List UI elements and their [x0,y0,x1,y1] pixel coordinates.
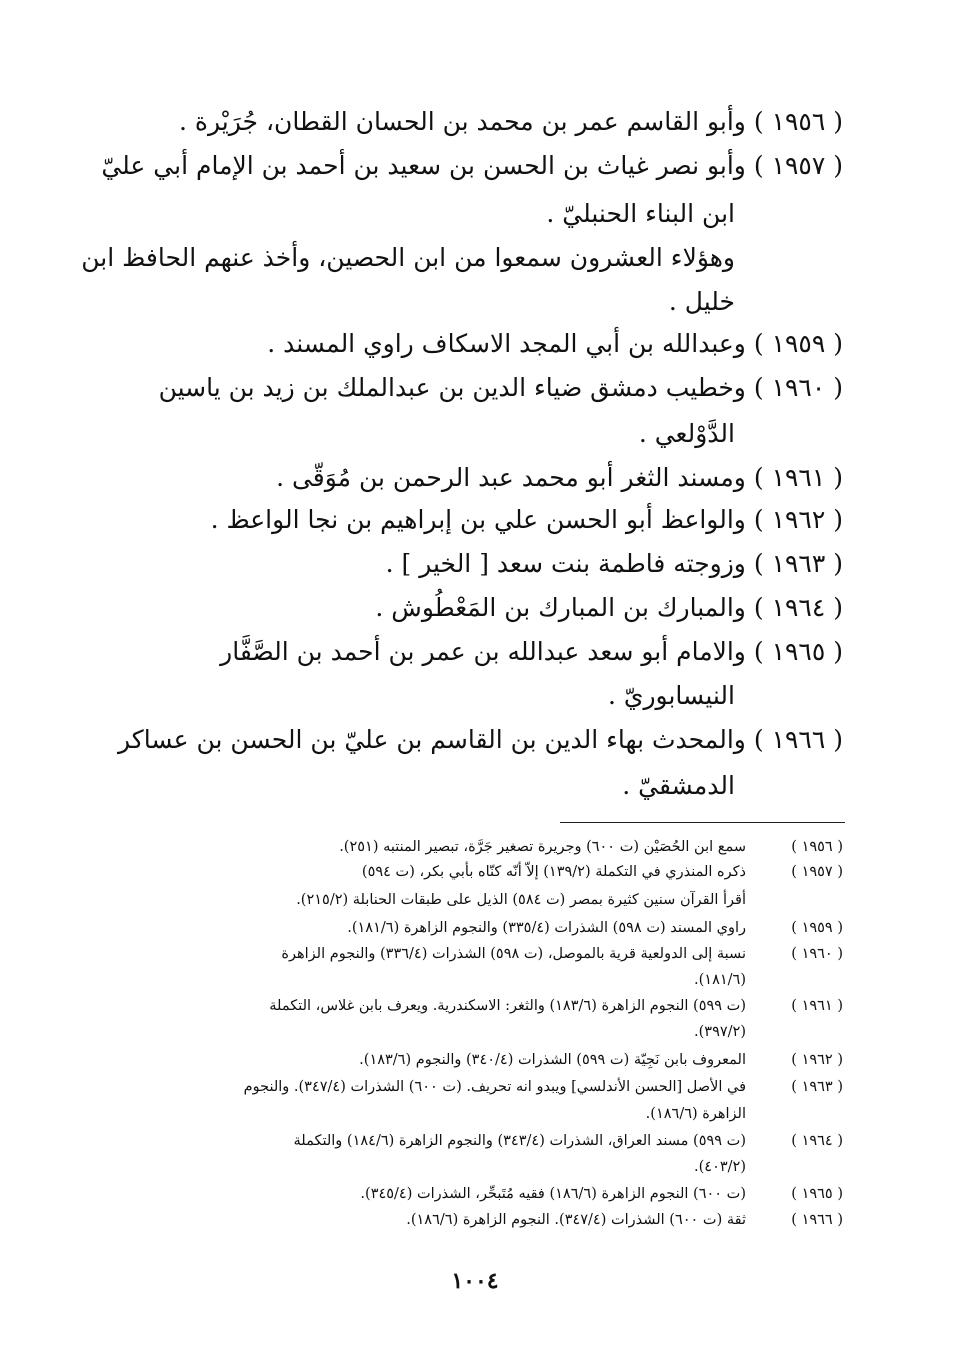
entry-1957 [101,144,843,188]
entry-text: ومسند الثغر أبو محمد عبد الرحمن بن مُوَقّى . [276,463,746,492]
footnote-number: ( ١٩٦٥ ) [791,1186,843,1202]
footnote-text: (٣٩٧/٢). [694,1024,746,1040]
footnote-number: ( ١٩٥٧ ) [791,864,843,880]
footnote-text: ثقة (ت ٦٠٠) الشذرات (٣٤٧/٤). النجوم الزاهرة (١٨٦/٦). [406,1212,746,1228]
entry-1964 [143,586,843,630]
entry-text: والامام أبو سعد عبدالله بن عمر بن أحمد بن الصَّفَّار [220,637,746,666]
footnote-separator [560,822,845,823]
entry-1956 [143,100,843,144]
footnote-number: ( ١٩٦٦ ) [791,1212,843,1228]
entry-number: ( ١٩٥٦ ) [753,107,843,136]
footnote-text: في الأصل [الحسن الأندلسي] ويبدو انه تحريف. (ت ٦٠٠) الشذرات (٣٤٧/٤). والنجوم [243,1079,746,1095]
entry-number: ( ١٩٦٣ ) [753,549,843,578]
entry-text: وخطيب دمشق ضياء الدين بن عبدالملك بن زيد بن ياسين [158,373,746,402]
entry-text: والمحدث بهاء الدين بن القاسم بن عليّ بن الحسن بن عساكر [118,725,746,754]
entry-1965-continuation: النيسابوريّ . [608,681,735,710]
entry-text: وزوجته فاطمة بنت سعد [ الخير ] . [385,549,746,578]
entry-number: ( ١٩٦١ ) [753,463,843,492]
entry-1957-continuation: ابن البناء الحنبليّ . [546,199,735,228]
footnote-text: الزاهرة (١٨٦/٦). [645,1106,746,1122]
footnote-text: (١٨١/٦). [694,972,746,988]
entry-1960-continuation: الدَّوْلعي . [638,419,735,448]
footnote-text: ذكره المنذري في التكملة (١٣٩/٢) إلاّ أنّه كنّاه بأبي بكر، (ت ٥٩٤) [361,864,746,880]
entry-number: ( ١٩٥٩ ) [753,329,843,358]
footnote-number: ( ١٩٥٩ ) [791,920,843,936]
entry-1960 [143,366,843,410]
paragraph-line-1: وهؤلاء العشرون سمعوا من ابن الحصين، وأخذ عنهم الحافظ ابن [81,243,735,272]
page-number: ١٠٠٤ [451,1268,499,1294]
entry-1962 [143,498,843,542]
footnote-text: نسبة إلى الدولعية قرية بالموصل، (ت ٥٩٨) الشذرات (٣٣٦/٤) والنجوم الزاهرة [281,946,746,962]
entry-1966 [118,718,843,762]
entry-number: ( ١٩٦٥ ) [753,637,843,666]
footnote-text: (ت ٥٩٩) مسند العراق، الشذرات (٣٤٣/٤) والنجوم الزاهرة (١٨٤/٦) والتكملة [293,1133,746,1149]
entry-1959 [143,322,843,366]
entry-number: ( ١٩٦٢ ) [753,505,843,534]
footnote-text: (٤٠٣/٢). [694,1159,746,1175]
paragraph-line-2: خليل . [668,287,735,316]
entry-1965 [143,630,843,674]
entry-number: ( ١٩٥٧ ) [753,151,843,180]
footnote-text: أقرأ القرآن سنين كثيرة بمصر (ت ٥٨٤) الذيل على طبقات الحنابلة (٢١٥/٢). [296,892,746,908]
entry-number: ( ١٩٦٦ ) [753,725,843,754]
footnote-number: ( ١٩٦٢ ) [791,1052,843,1068]
entry-number: ( ١٩٦٤ ) [753,593,843,622]
footnote-number: ( ١٩٦٣ ) [791,1079,843,1095]
entry-text: وعبدالله بن أبي المجد الاسكاف راوي المسند . [267,329,746,358]
footnote-number: ( ١٩٦١ ) [791,998,843,1014]
footnote-text: راوي المسند (ت ٥٩٨) الشذرات (٣٣٥/٤) والنجوم الزاهرة (١٨١/٦). [347,920,746,936]
entry-text: وأبو نصر غياث بن الحسن بن سعيد بن أحمد بن الإمام أبي عليّ [101,151,746,180]
footnote-text: سمع ابن الحُصَيْن (ت ٦٠٠) وجريرة تصغير جَرَّة، تبصير المنتبه (٢٥١). [339,839,746,855]
entry-text: وأبو القاسم عمر بن محمد بن الحسان القطان، جُرَيْرة . [179,107,746,136]
entry-number: ( ١٩٦٠ ) [753,373,843,402]
entry-text: والمبارك بن المبارك بن المَعْطُوش . [375,593,746,622]
footnote-text: المعروف بابن نَجِيّة (ت ٥٩٩) الشذرات (٣٤٠/٤) والنجوم (١٨٣/٦). [359,1052,746,1068]
footnote-number: ( ١٩٦٤ ) [791,1133,843,1149]
footnote-number: ( ١٩٥٦ ) [791,839,843,855]
entry-text: والواعظ أبو الحسن علي بن إبراهيم بن نجا الواعظ . [210,505,746,534]
entry-1966-continuation: الدمشقيّ . [622,771,735,800]
entry-1963 [143,542,843,586]
entry-1961 [143,456,843,500]
footnote-text: (ت ٥٩٩) النجوم الزاهرة (١٨٣/٦) والثغر: الاسكندرية. ويعرف بابن غلاس، التكملة [269,998,746,1014]
footnote-number: ( ١٩٦٠ ) [791,946,843,962]
footnote-text: (ت ٦٠٠) النجوم الزاهرة (١٨٦/٦) فقيه مُتَبحِّر، الشذرات (٣٤٥/٤). [360,1186,746,1202]
